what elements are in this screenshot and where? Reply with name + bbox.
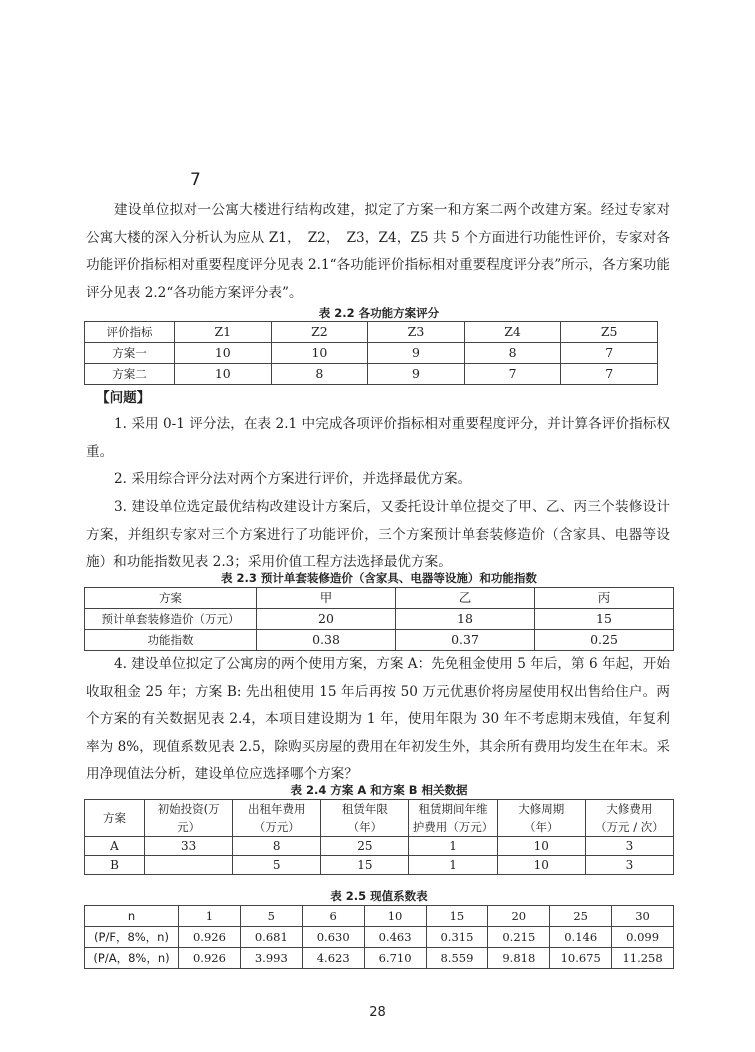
question-2: 2. 采用综合评分法对两个方案进行评价，并选择最优方案。: [114, 471, 472, 487]
table-cell: 8: [271, 364, 368, 385]
table-header-cell: 10: [364, 906, 426, 927]
table-header-cell: Z4: [464, 322, 561, 343]
table-cell: 20: [257, 609, 396, 630]
table-header-cell: [409, 800, 497, 837]
table-cell: 1: [409, 856, 497, 875]
question-1: 1. 采用 0-1 评分法，在表 2.1 中完成各项评价指标相对重要程度评分，并计算各评价指标权重。: [86, 416, 670, 460]
intro-paragraph: 建设单位拟对一公寓大楼进行结构改建，拟定了方案一和方案二两个改建方案。经过专家对公寓大楼的深入分析认为应从 Z1， Z2， Z3，Z4，Z5 共 5 个方面进行功能性评价，专家对各功能评价指标相对重要程度评分见表 2.1“各功能评价指标相对重要程度评分表”所示，各方案功能评分见表 2.2“各功能方案评分表”。: [86, 202, 670, 301]
table-header-row: [85, 322, 658, 343]
table-cell: 10: [271, 343, 368, 364]
table-cell: 33: [145, 837, 233, 856]
table-cell: [145, 856, 233, 875]
table-header-cell: [233, 800, 321, 837]
table-header-cell: Z3: [368, 322, 465, 343]
table-cell: 功能指数: [85, 630, 257, 651]
table-2-2-caption: 表 2.2 各功能方案评分: [318, 306, 440, 320]
table-header-cell: 乙: [396, 588, 535, 609]
table-cell: 10: [497, 856, 585, 875]
table-cell: 0.630: [302, 927, 364, 948]
table-header-row: [85, 906, 674, 927]
table-cell: 3: [585, 856, 673, 875]
table-cell: (P/F，8%，n): [85, 927, 179, 948]
table-cell: 0.926: [179, 948, 241, 969]
questions-heading: 【问题】: [96, 390, 151, 406]
table-header-cell: 评价指标: [85, 322, 175, 343]
table-cell: 0.215: [488, 927, 550, 948]
table-cell: 方案二: [85, 364, 175, 385]
table-cell: 10: [497, 837, 585, 856]
table-header-cell: 20: [488, 906, 550, 927]
table-cell: 方案一: [85, 343, 175, 364]
table-row: [85, 364, 658, 385]
table-cell: 预计单套装修造价（万元）: [85, 609, 257, 630]
table-cell: 0.315: [426, 927, 488, 948]
table-2-4-caption: 表 2.4 方案 A 和方案 B 相关数据: [290, 783, 468, 797]
header-line: （万元）: [253, 820, 300, 834]
table-header-row: [85, 800, 674, 837]
table-header-cell: [585, 800, 673, 837]
table-cell: 0.38: [257, 630, 396, 651]
header-line: （年）: [523, 820, 559, 834]
header-line: （年）: [347, 820, 383, 834]
table-row: [85, 609, 674, 630]
table-header-cell: 5: [240, 906, 302, 927]
table-header-cell: 1: [179, 906, 241, 927]
table-cell: 0.37: [396, 630, 535, 651]
header-line: 元）: [177, 820, 201, 834]
table-cell: 15: [535, 609, 674, 630]
table-cell: 4.623: [302, 948, 364, 969]
table-cell: 15: [321, 856, 409, 875]
table-header-cell: 方案: [85, 800, 145, 837]
table-cell: A: [85, 837, 145, 856]
header-line: （万元 / 次）: [595, 820, 664, 834]
table-header-cell: [145, 800, 233, 837]
header-line: 大修费用: [606, 802, 653, 816]
header-line: 租赁期间年维: [418, 802, 488, 816]
table-row: [85, 856, 674, 875]
table-cell: 0.099: [612, 927, 674, 948]
table-cell: 9: [368, 343, 465, 364]
table-header-cell: 丙: [535, 588, 674, 609]
table-header-cell: Z2: [271, 322, 368, 343]
table-2-2: [84, 321, 658, 385]
table-cell: 0.25: [535, 630, 674, 651]
table-cell: 10: [175, 364, 272, 385]
table-cell: 11.258: [612, 948, 674, 969]
table-cell: B: [85, 856, 145, 875]
table-header-cell: 15: [426, 906, 488, 927]
table-cell: 3: [585, 837, 673, 856]
table-row: [85, 630, 674, 651]
table-2-4: [84, 799, 674, 875]
table-row: [85, 837, 674, 856]
table-cell: 7: [464, 364, 561, 385]
table-cell: 7: [561, 343, 658, 364]
table-cell: 3.993: [240, 948, 302, 969]
table-cell: 1: [409, 837, 497, 856]
table-cell: 7: [561, 364, 658, 385]
header-line: 初始投资(万: [157, 802, 220, 816]
table-header-cell: 25: [550, 906, 612, 927]
header-line: 大修周期: [518, 802, 565, 816]
table-header-cell: [497, 800, 585, 837]
table-header-cell: n: [85, 906, 179, 927]
table-cell: 8: [464, 343, 561, 364]
header-line: 出租年费用: [247, 802, 306, 816]
table-cell: 9: [368, 364, 465, 385]
table-header-cell: 30: [612, 906, 674, 927]
table-cell: 0.926: [179, 927, 241, 948]
question-number: 7: [190, 170, 201, 190]
table-cell: 6.710: [364, 948, 426, 969]
table-row: [85, 948, 674, 969]
table-cell: 10: [175, 343, 272, 364]
table-header-cell: Z5: [561, 322, 658, 343]
table-header-row: [85, 588, 674, 609]
header-line: 租赁年限: [341, 802, 388, 816]
table-2-3-caption: 表 2.3 预计单套装修造价（含家具、电器等设施）和功能指数: [221, 571, 537, 585]
table-header-cell: Z1: [175, 322, 272, 343]
question-4: 4. 建设单位拟定了公寓房的两个使用方案，方案 A：先免租金使用 5 年后，第 6 年起，开始收取租金 25 年；方案 B: 先出租使用 15 年后再按 50 万元优惠价将房屋使用权出售给住户。两个方案的有关数据见表 2.4，本项目建设期为 1 年，使用年限为 30 年不考虑期末残值，年复利率为 8%，现值系数见表 2.5，除购买房屋的费用在年初发生外，其余所有费用均发生在年末。采用净现值法分析，建设单位应选择哪个方案？: [86, 656, 670, 782]
table-cell: 0.463: [364, 927, 426, 948]
table-2-5-caption: 表 2.5 现值系数表: [330, 889, 428, 903]
table-2-5: [84, 905, 674, 969]
table-cell: (P/A，8%，n): [85, 948, 179, 969]
table-cell: 9.818: [488, 948, 550, 969]
table-2-3: [84, 587, 674, 651]
table-cell: 10.675: [550, 948, 612, 969]
table-cell: 18: [396, 609, 535, 630]
table-cell: 0.146: [550, 927, 612, 948]
question-3: 3. 建设单位选定最优结构改建设计方案后，又委托设计单位提交了甲、乙、丙三个装修设计方案，并组织专家对三个方案进行了功能评价，三个方案预计单套装修造价（含家具、电器等设施）和功能指数见表 2.3；采用价值工程方法选择最优方案。: [86, 499, 670, 570]
table-header-cell: [321, 800, 409, 837]
table-cell: 0.681: [240, 927, 302, 948]
table-cell: 25: [321, 837, 409, 856]
table-row: [85, 343, 658, 364]
page-number: 28: [369, 1005, 386, 1020]
table-header-cell: 甲: [257, 588, 396, 609]
table-row: [85, 927, 674, 948]
table-header-cell: 6: [302, 906, 364, 927]
table-header-cell: 方案: [85, 588, 257, 609]
table-cell: 8: [233, 837, 321, 856]
header-line: 护费用（万元）: [412, 820, 494, 834]
table-cell: 8.559: [426, 948, 488, 969]
table-cell: 5: [233, 856, 321, 875]
